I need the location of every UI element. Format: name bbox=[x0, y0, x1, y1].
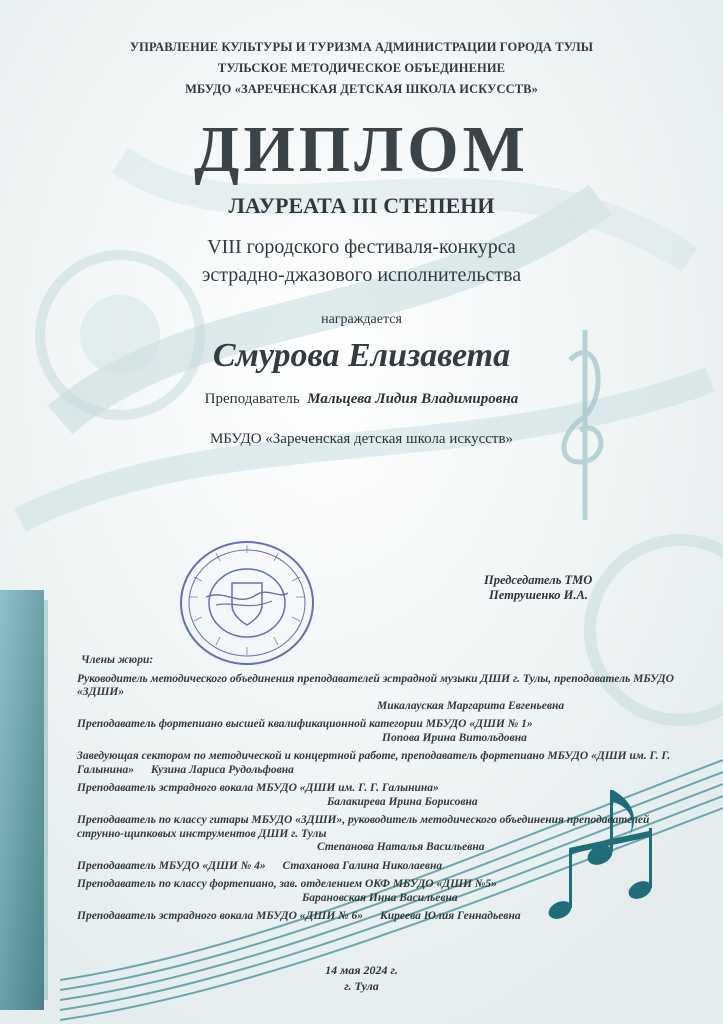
jury-member-position: Заведующая сектором по методической и концертной работе, преподаватель фортепиано МБУДО «ДШИ им. Г. Г. Галынина» bbox=[77, 750, 671, 776]
recipient-name: Смурова Елизавета bbox=[212, 337, 511, 374]
jury-member bbox=[77, 878, 677, 905]
header-line-1: УПРАВЛЕНИЕ КУЛЬТУРЫ И ТУРИЗМА АДМИНИСТРАЦИИ ГОРОДА ТУЛЫ bbox=[129, 40, 594, 54]
festival-line-1: VIII городского фестиваля-конкурса bbox=[207, 236, 516, 258]
header-line-2: ТУЛЬСКОЕ МЕТОДИЧЕСКОЕ ОБЪЕДИНЕНИЕ bbox=[217, 61, 506, 75]
chairman-signature-block bbox=[484, 573, 592, 603]
jury-member bbox=[77, 860, 677, 874]
chairman-name: Петрушенко И.А. bbox=[489, 588, 588, 602]
jury-member-position: Преподаватель по классу гитары МБУДО «ЗДШИ», руководитель методического объединения преподавателей струнно-щипковых инструментов ДШИ г. Тулы bbox=[77, 814, 650, 840]
jury-member bbox=[77, 910, 677, 924]
header-line-3: МБУДО «ЗАРЕЧЕНСКАЯ ДЕТСКАЯ ШКОЛА ИСКУССТВ» bbox=[185, 82, 538, 96]
jury-member-position: Преподаватель по классу фортепиано, зав. отделением ОКФ МБУДО «ДШИ №5» bbox=[77, 878, 497, 890]
jury-member-position: Преподаватель эстрадного вокала МБУДО «ДШИ № 6» bbox=[77, 910, 364, 922]
jury-member-name: Степанова Наталья Васильевна bbox=[317, 841, 485, 853]
jury-member-name: Попова Ирина Витольдовна bbox=[382, 731, 527, 744]
jury-member-name: Барановская Инна Васильевна bbox=[302, 891, 458, 904]
jury-member bbox=[77, 782, 677, 809]
jury-member bbox=[77, 814, 677, 855]
teacher-line bbox=[0, 391, 723, 408]
jury-member-name: Киреева Юлия Геннадьевна bbox=[379, 910, 521, 922]
jury-member-name: Балакирева Ирина Борисовна bbox=[327, 795, 478, 808]
date-place-block bbox=[0, 962, 723, 994]
jury-list bbox=[77, 654, 677, 924]
jury-member-name: Микалауская Маргарита Евгеньевна bbox=[377, 699, 565, 712]
jury-member-position: Руководитель методического объединения преподавателей эстрадной музыки ДШИ г. Тулы, преподаватель МБУДО «ЗДШИ» bbox=[77, 672, 674, 698]
awarded-label: награждается bbox=[321, 312, 402, 327]
festival-line-2: эстрадно-джазового исполнительства bbox=[201, 264, 522, 286]
issue-date: 14 мая 2024 г. bbox=[325, 963, 398, 977]
jury-member bbox=[77, 718, 677, 745]
jury-member bbox=[77, 673, 677, 714]
jury-member-name: Кузина Лариса Рудольфовна bbox=[150, 763, 294, 776]
chairman-title: Председатель ТМО bbox=[484, 573, 593, 587]
diploma-title: ДИПЛОМ bbox=[194, 113, 529, 186]
jury-member-name: Стаханова Галина Николаевна bbox=[282, 859, 443, 872]
jury-member bbox=[77, 750, 677, 777]
issue-city: г. Тула bbox=[344, 979, 379, 993]
official-seal-stamp bbox=[176, 537, 318, 669]
jury-member-position: Преподаватель МБУДО «ДШИ № 4» bbox=[77, 859, 266, 872]
teacher-label: Преподаватель bbox=[204, 391, 300, 407]
laureate-degree: ЛАУРЕАТА III СТЕПЕНИ bbox=[228, 193, 495, 218]
teacher-name: Мальцева Лидия Владимировна bbox=[307, 391, 519, 407]
jury-heading: Члены жюри: bbox=[81, 654, 154, 666]
jury-members bbox=[77, 673, 677, 924]
school-name: МБУДО «Зареченская детская школа искусств» bbox=[209, 431, 514, 447]
jury-member-position: Преподаватель фортепиано высшей квалификационной категории МБУДО «ДШИ № 1» bbox=[77, 718, 533, 730]
jury-member-position: Преподаватель эстрадного вокала МБУДО «ДШИ им. Г. Г. Галынина» bbox=[77, 782, 439, 794]
